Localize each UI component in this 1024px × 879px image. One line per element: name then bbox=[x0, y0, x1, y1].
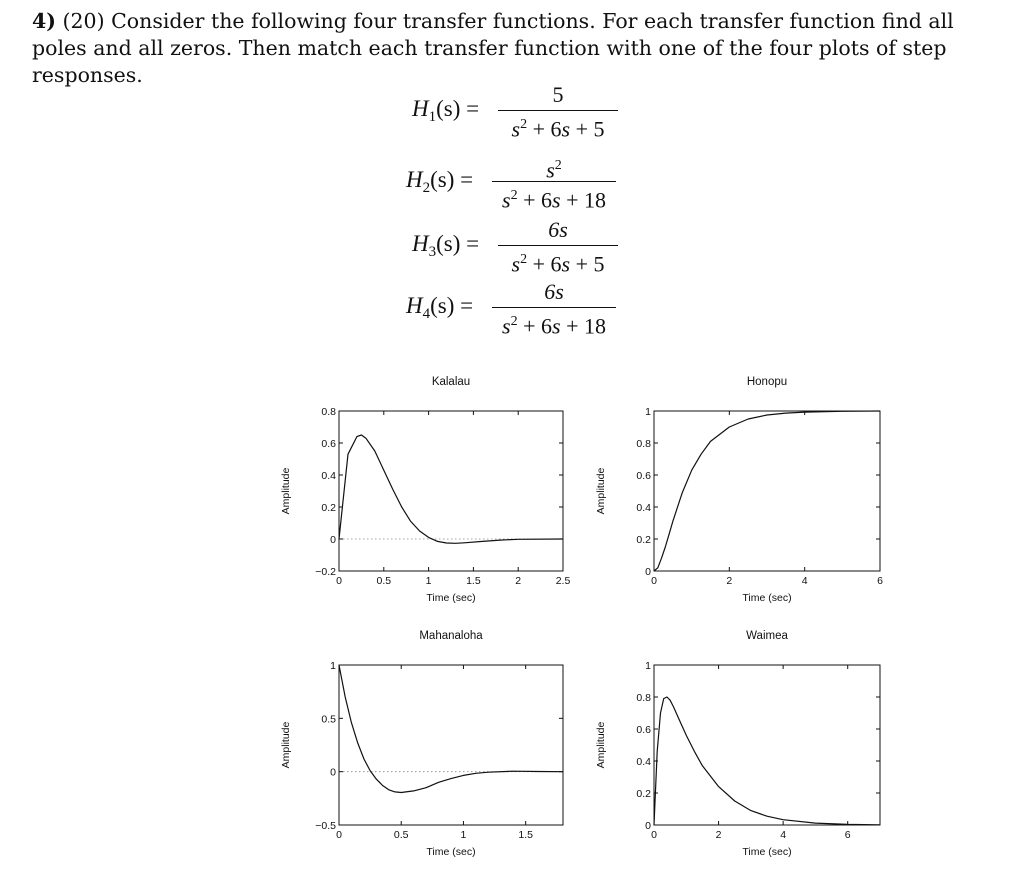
y-tick-label: 0.2 bbox=[321, 502, 336, 514]
y-tick-label: 0.2 bbox=[636, 534, 651, 546]
step-response-curve bbox=[654, 697, 880, 825]
x-tick-label: 6 bbox=[877, 575, 883, 587]
numerator: 6s bbox=[548, 217, 568, 242]
y-tick-label: 1 bbox=[330, 660, 336, 672]
y-axis-label: Amplitude bbox=[595, 467, 607, 515]
x-tick-label: 0 bbox=[651, 575, 657, 587]
denominator: $s^2 + 6s + 5$ bbox=[511, 251, 605, 277]
plot-title: Kalalau bbox=[431, 376, 471, 388]
x-tick-label: 0.5 bbox=[376, 575, 392, 587]
x-tick-label: 0 bbox=[336, 829, 342, 841]
step-response-curve bbox=[339, 435, 563, 543]
y-tick-label: 0 bbox=[330, 534, 336, 546]
x-axis-label: Time (sec) bbox=[426, 846, 476, 858]
x-tick-label: 1 bbox=[460, 829, 467, 841]
step-response-curve bbox=[339, 665, 563, 793]
denominator: $s^2 + 6s + 18$ bbox=[502, 187, 606, 213]
denominator: $s^2 + 6s + 5$ bbox=[511, 116, 605, 142]
y-axis-label: Amplitude bbox=[280, 467, 292, 515]
y-tick-label: 0.2 bbox=[636, 788, 651, 800]
y-tick-label: 0.8 bbox=[636, 692, 651, 704]
y-tick-label: −0.5 bbox=[315, 820, 336, 832]
numerator: $s^2$ bbox=[546, 157, 562, 183]
axes-box bbox=[654, 411, 880, 571]
y-tick-label: −0.2 bbox=[315, 566, 336, 578]
numerator: 5 bbox=[552, 82, 564, 107]
transfer-functions: $H_1(s)$ = 5 $s^2 + 6s + 5$ $H_2(s)$ = $s^2$ $s^2 + 6s + 18$ $H_3(s)$ = 6s $s^2 + 6s + 5$ $H_4(s)$ = 6s $s^2 + 6s + 18$ bbox=[0, 0, 1024, 340]
x-tick-label: 2 bbox=[515, 575, 522, 587]
y-tick-label: 0.6 bbox=[636, 724, 651, 736]
y-tick-label: 0.4 bbox=[636, 756, 651, 768]
x-tick-label: 2.5 bbox=[555, 575, 571, 587]
problem-text: (20) Consider the following four transfer functions. For each transfer function find all poles and all zeros. Then match each transfer function with one of the four plots of step responses. bbox=[32, 9, 954, 87]
x-tick-label: 0 bbox=[336, 575, 342, 587]
problem-number: 4) bbox=[32, 9, 56, 33]
y-tick-label: 0.4 bbox=[636, 502, 651, 514]
x-tick-label: 0 bbox=[651, 829, 657, 841]
x-tick-label: 2 bbox=[726, 575, 733, 587]
y-tick-label: 0 bbox=[645, 566, 651, 578]
y-tick-label: 1 bbox=[645, 660, 651, 672]
y-tick-label: 0.5 bbox=[321, 713, 336, 726]
y-axis-label: Amplitude bbox=[595, 721, 607, 769]
y-tick-label: 0.6 bbox=[321, 438, 336, 450]
x-axis-label: Time (sec) bbox=[742, 592, 792, 604]
y-tick-label: 0.8 bbox=[636, 438, 651, 450]
axes-box bbox=[339, 411, 563, 571]
axes-box bbox=[654, 665, 880, 825]
x-tick-label: 4 bbox=[780, 829, 787, 841]
y-tick-label: 0 bbox=[330, 766, 336, 779]
plot-waimea bbox=[595, 630, 880, 858]
plot-mahanaloha bbox=[280, 630, 563, 858]
x-tick-label: 0.5 bbox=[393, 829, 409, 841]
y-axis-label: Amplitude bbox=[280, 721, 292, 769]
x-tick-label: 4 bbox=[801, 575, 808, 587]
plot-title: Waimea bbox=[746, 630, 788, 642]
x-axis-label: Time (sec) bbox=[426, 592, 476, 604]
y-tick-label: 0.6 bbox=[636, 470, 651, 482]
denominator: $s^2 + 6s + 18$ bbox=[502, 313, 606, 339]
plot-title: Mahanaloha bbox=[419, 630, 483, 642]
y-tick-label: 0.8 bbox=[321, 406, 336, 418]
plot-honopu bbox=[595, 376, 883, 604]
plot-title: Honopu bbox=[746, 376, 788, 388]
x-tick-label: 2 bbox=[715, 829, 722, 841]
y-tick-label: 1 bbox=[645, 406, 651, 418]
x-tick-label: 1.5 bbox=[518, 829, 533, 841]
x-axis-label: Time (sec) bbox=[742, 846, 792, 858]
x-tick-label: 1.5 bbox=[466, 575, 481, 587]
step-response-curve bbox=[654, 411, 880, 571]
y-tick-label: 0 bbox=[645, 820, 651, 832]
numerator: 6s bbox=[544, 279, 564, 304]
x-tick-label: 1 bbox=[425, 575, 432, 587]
y-tick-label: 0.4 bbox=[321, 470, 336, 482]
plot-kalalau bbox=[280, 376, 570, 604]
x-tick-label: 6 bbox=[844, 829, 851, 841]
axes-box bbox=[339, 665, 563, 825]
